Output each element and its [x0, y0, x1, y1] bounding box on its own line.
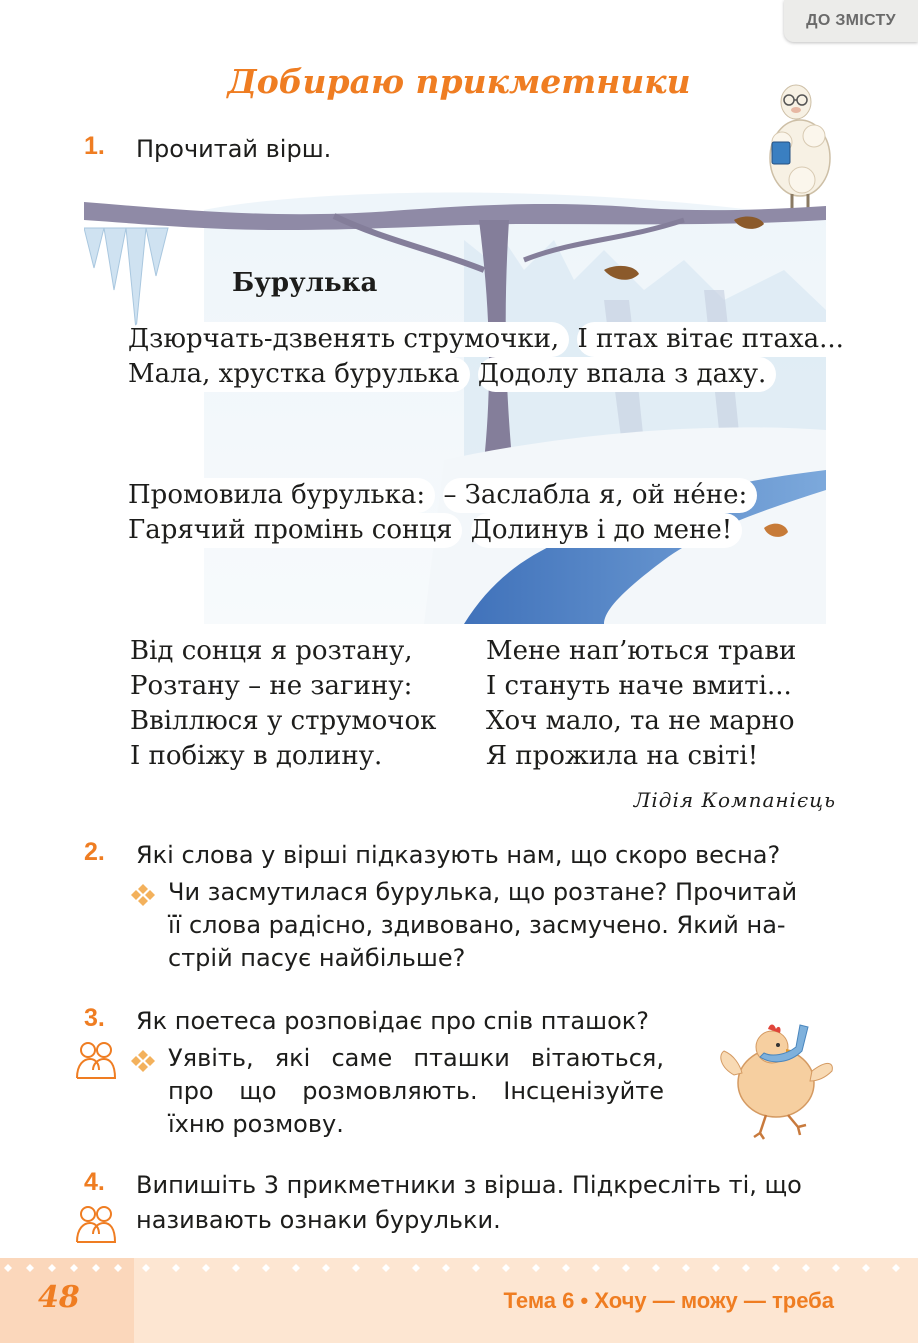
task-number: 4.: [84, 1168, 105, 1196]
poem-stanza-2: [128, 478, 918, 548]
poem-line: Я прожила на світі!: [486, 741, 759, 771]
poem-line: Долинув і до мене!: [471, 513, 742, 548]
poem-line: Від сонця я розтану,: [130, 636, 413, 666]
poem-line: Розтану – не загину:: [130, 671, 413, 701]
poem-line: Хоч мало, та не марно: [486, 706, 795, 736]
footer-ornament: [0, 1258, 918, 1280]
pair-work-icon: [74, 1040, 118, 1080]
poem-line: Мене нап’ються трави: [486, 636, 797, 666]
poem-line: – Заслабла я, ой нéне:: [443, 478, 757, 513]
task-number: 3.: [84, 1004, 105, 1032]
task-line: Випишіть 3 прикметники з вірша. Підкресліть ті, що: [136, 1171, 802, 1199]
page-title: Добираю прикметники: [227, 62, 691, 101]
diamond-bullet-icon: [130, 1050, 156, 1072]
poem-line: Мала, хрустка бурулька: [128, 357, 470, 392]
poem-author: Лідія Компанієць: [633, 788, 836, 812]
poem-line: І птах вітає птаха...: [577, 322, 854, 357]
subtask-text: [168, 1042, 664, 1141]
hen-with-scarf-illustration: [716, 1015, 838, 1140]
task-text: Як поетеса розповідає про спів пташок?: [136, 1007, 650, 1035]
subtask-line: її слова радісно, здивовано, засмучено. Який на-: [168, 911, 786, 939]
poem-line: Промовила бурулька:: [128, 478, 435, 513]
poem-stanza-4: [486, 634, 796, 774]
poem-line: Дзюрчать-дзвенять струмочки,: [128, 322, 569, 357]
winter-forest-illustration: [84, 180, 826, 624]
poem-title: Бурулька: [232, 268, 378, 298]
task-text: Прочитай вірш.: [136, 135, 332, 163]
task-text: [136, 1168, 836, 1238]
page-number: 48: [38, 1280, 80, 1315]
footer-theme: Тема 6 • Хочу — можу — треба: [503, 1288, 834, 1313]
poem-line: Гарячий промінь сонця: [128, 513, 462, 548]
subtask-line: стрій пасує найбільше?: [168, 944, 466, 972]
poem-stanza-1: [128, 322, 918, 392]
task-2-subtask: [130, 876, 850, 986]
poem-stanza-3: [130, 634, 436, 774]
task-line: називають ознаки бурульки.: [136, 1206, 501, 1234]
diamond-bullet-icon: [130, 884, 156, 906]
task-number: 1.: [84, 132, 105, 160]
poem-line: І стануть наче вмиті...: [486, 671, 792, 701]
subtask-line: їхню розмову.: [168, 1110, 344, 1138]
subtask-line: про що розмовляють. Інсценізуйте: [168, 1077, 664, 1105]
subtask-text: [168, 876, 838, 975]
subtask-line: Уявіть, які саме пташки вітаються,: [168, 1044, 664, 1072]
poem-line: Ввіллюся у струмочок: [130, 706, 437, 736]
poem-line: І побіжу в долину.: [130, 741, 383, 771]
task-number: 2.: [84, 838, 105, 866]
pair-work-icon: [74, 1204, 118, 1244]
poem-line: Додолу впала з даху.: [478, 357, 776, 392]
task-text: Які слова у вірші підказують нам, що скоро весна?: [136, 841, 781, 869]
subtask-line: Чи засмутилася бурулька, що розтане? Прочитай: [168, 878, 798, 906]
toc-link[interactable]: ДО ЗМІСТУ: [784, 0, 918, 42]
